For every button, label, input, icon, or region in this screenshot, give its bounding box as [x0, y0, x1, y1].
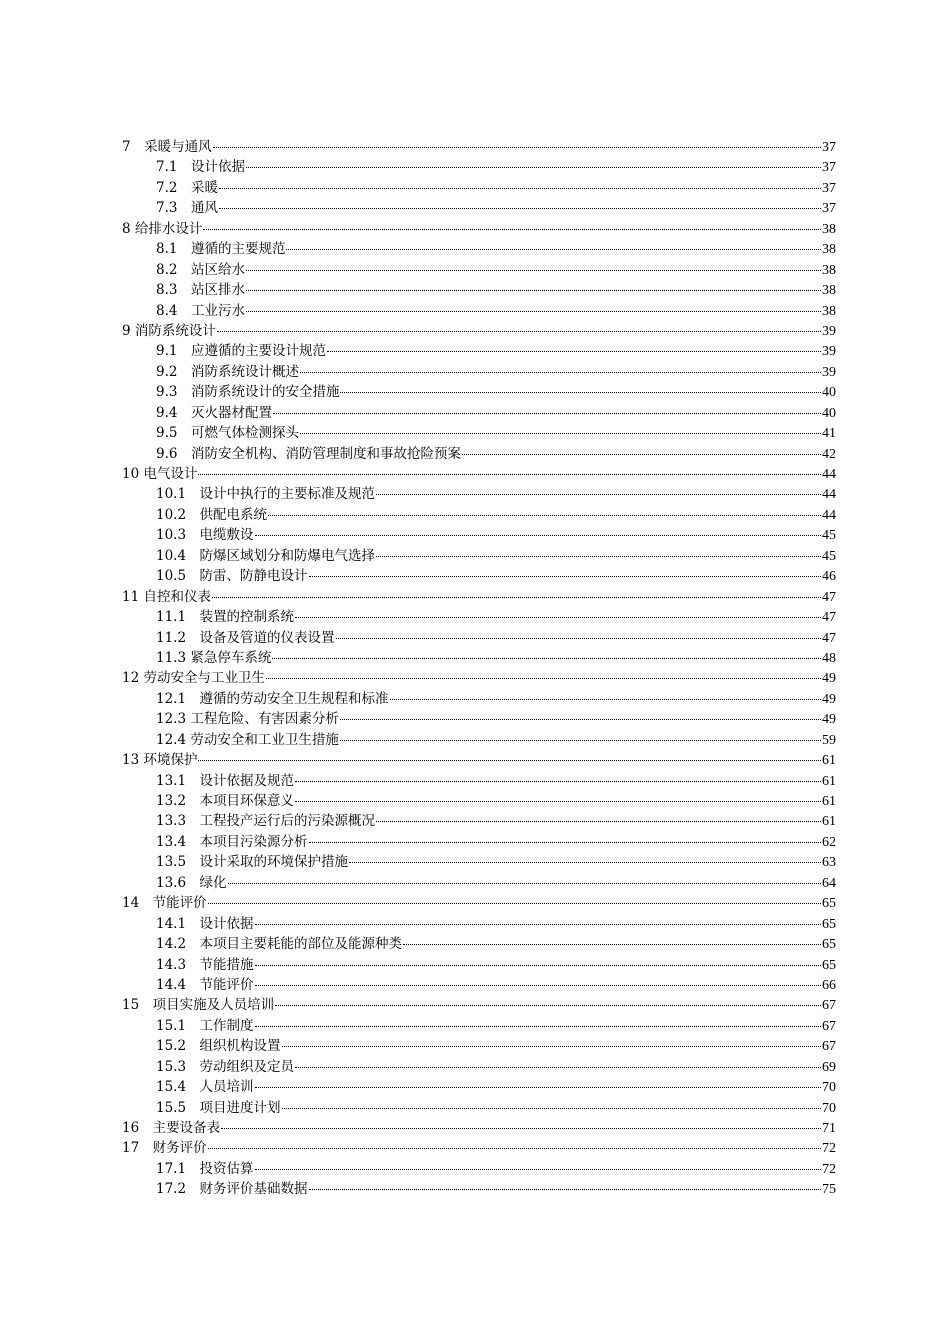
toc-section-entry[interactable]	[122, 873, 836, 893]
toc-page-number: 71	[822, 1121, 836, 1136]
toc-dot-leader	[340, 392, 821, 393]
toc-entry-title: 13.2 本项目环保意义	[156, 793, 295, 809]
toc-entry-title: 9.5 可燃气体检测探头	[156, 425, 299, 442]
toc-entry-title: 15.2 组织机构设置	[156, 1038, 281, 1055]
toc-entry-title: 12.1 遵循的劳动安全卫生规程和标准	[156, 690, 389, 707]
toc-entry-title: 8.2 站区给水	[156, 261, 245, 278]
toc-entry-title: 16 主要设备表	[122, 1120, 221, 1136]
toc-dot-leader	[300, 433, 821, 434]
toc-page-number: 61	[822, 753, 836, 769]
table-of-contents	[122, 137, 836, 1200]
toc-page-number: 66	[822, 977, 836, 993]
toc-chapter-entry[interactable]	[122, 137, 836, 157]
toc-page-number: 64	[822, 875, 836, 891]
toc-section-entry[interactable]	[122, 934, 836, 954]
toc-section-entry[interactable]	[122, 689, 836, 709]
toc-entry-title: 9.3 消防系统设计的安全措施	[156, 384, 340, 401]
toc-section-entry[interactable]	[122, 607, 836, 627]
toc-entry-title: 13 环境保护	[122, 752, 198, 769]
toc-section-entry[interactable]	[122, 832, 836, 852]
toc-dot-leader	[255, 535, 821, 536]
toc-page-number: 62	[822, 834, 836, 850]
toc-entry-title: 12 劳动安全与工业卫生	[122, 670, 265, 687]
toc-entry-title: 13.3 工程投产运行后的污染源概况	[156, 813, 376, 830]
toc-page-number: 46	[822, 569, 836, 585]
toc-page-number: 47	[822, 610, 836, 626]
toc-entry-title: 12.4 劳动安全和工业卫生措施	[156, 731, 339, 748]
toc-page-number: 38	[822, 262, 836, 278]
toc-chapter-entry[interactable]	[122, 464, 836, 484]
toc-section-entry[interactable]	[122, 1159, 836, 1179]
toc-section-entry[interactable]	[122, 709, 836, 729]
toc-dot-leader	[300, 372, 821, 373]
toc-entry-title: 9 消防系统设计	[122, 322, 216, 339]
toc-dot-leader	[203, 229, 821, 230]
toc-dot-leader	[221, 1128, 821, 1129]
toc-page-number: 39	[822, 364, 836, 380]
toc-dot-leader	[255, 1087, 821, 1088]
toc-entry-title: 11.2 设备及管道的仪表设置	[156, 629, 335, 646]
toc-page-number: 65	[822, 916, 836, 932]
toc-dot-leader	[295, 801, 821, 802]
toc-page-number: 65	[822, 937, 836, 953]
toc-page-number: 39	[822, 344, 836, 360]
toc-entry-title: 7.3 通风	[156, 200, 218, 217]
toc-section-entry[interactable]	[122, 1098, 836, 1118]
toc-page-number: 38	[822, 221, 836, 237]
toc-dot-leader	[208, 903, 821, 904]
toc-chapter-entry[interactable]	[122, 587, 836, 607]
toc-dot-leader	[219, 188, 821, 189]
toc-page-number: 37	[822, 180, 836, 196]
toc-dot-leader	[198, 760, 821, 761]
toc-entry-title: 15 项目实施及人员培训	[122, 997, 275, 1014]
toc-page-number: 49	[822, 712, 836, 728]
toc-page-number: 42	[822, 446, 836, 462]
toc-section-entry[interactable]	[122, 730, 836, 750]
toc-chapter-entry[interactable]	[122, 1118, 836, 1138]
toc-section-entry[interactable]	[122, 852, 836, 872]
toc-dot-leader	[228, 883, 821, 884]
toc-entry-title: 11.1 装置的控制系统	[156, 609, 295, 626]
toc-entry-title: 10 电气设计	[122, 466, 198, 482]
toc-entry-title: 14.2 本项目主要耗能的部位及能源种类	[156, 936, 403, 953]
toc-page-number: 65	[822, 957, 836, 973]
toc-page-number: 38	[822, 303, 836, 319]
toc-page-number: 65	[822, 896, 836, 912]
toc-page-number: 61	[822, 794, 836, 809]
toc-section-entry[interactable]	[122, 771, 836, 791]
toc-entry-title: 10.3 电缆敷设	[156, 527, 254, 544]
toc-section-entry[interactable]	[122, 566, 836, 586]
toc-page-number: 69	[822, 1059, 836, 1075]
toc-entry-title: 11 自控和仪表	[122, 588, 211, 605]
toc-entry-title: 13.5 设计采取的环境保护措施	[156, 854, 349, 871]
toc-dot-leader	[295, 1067, 821, 1068]
toc-entry-title: 14.4 节能评价	[156, 976, 254, 993]
toc-entry-title: 7.1 设计依据	[156, 159, 245, 176]
toc-page-number: 38	[822, 283, 836, 299]
toc-chapter-entry[interactable]	[122, 893, 836, 913]
toc-page-number: 61	[822, 773, 836, 789]
toc-entry-title: 7 采暖与通风	[122, 139, 212, 155]
toc-section-entry[interactable]	[122, 260, 836, 280]
toc-page-number: 72	[822, 1161, 836, 1177]
toc-page-number: 67	[822, 1018, 836, 1034]
toc-entry-title: 14 节能评价	[122, 895, 207, 912]
toc-dot-leader	[282, 1046, 821, 1047]
toc-page-number: 70	[822, 1080, 836, 1096]
toc-page-number: 72	[822, 1141, 836, 1157]
toc-entry-title: 13.1 设计依据及规范	[156, 772, 295, 789]
toc-entry-title: 13.4 本项目污染源分析	[156, 833, 308, 850]
toc-entry-title: 11.3 紧急停车系统	[156, 649, 272, 666]
toc-page-number: 61	[822, 814, 836, 830]
toc-entry-title: 15.1 工作制度	[156, 1017, 254, 1034]
toc-page-number: 75	[822, 1182, 836, 1198]
toc-section-entry[interactable]	[122, 1016, 836, 1036]
toc-section-entry[interactable]	[122, 975, 836, 995]
toc-section-entry[interactable]	[122, 198, 836, 218]
toc-chapter-entry[interactable]	[122, 219, 836, 239]
toc-section-entry[interactable]	[122, 382, 836, 402]
toc-page-number: 67	[822, 998, 836, 1014]
toc-page-number: 47	[822, 589, 836, 605]
toc-section-entry[interactable]	[122, 791, 836, 811]
toc-entry-title: 10.1 设计中执行的主要标准及规范	[156, 486, 376, 503]
toc-page-number: 48	[822, 650, 836, 666]
toc-section-entry[interactable]	[122, 1077, 836, 1097]
toc-section-entry[interactable]	[122, 1036, 836, 1056]
toc-chapter-entry[interactable]	[122, 668, 836, 688]
toc-entry-title: 12.3 工程危险、有害因素分析	[156, 711, 339, 728]
toc-section-entry[interactable]	[122, 301, 836, 321]
toc-section-entry[interactable]	[122, 239, 836, 259]
toc-dot-leader	[255, 1169, 821, 1170]
toc-entry-title: 15.3 劳动组织及定员	[156, 1058, 295, 1075]
toc-dot-leader	[309, 842, 821, 843]
toc-dot-leader	[213, 147, 821, 148]
toc-dot-leader	[217, 331, 821, 332]
toc-entry-title: 9.6 消防安全机构、消防管理制度和事故抢险预案	[156, 445, 461, 462]
toc-dot-leader	[295, 781, 821, 782]
toc-dot-leader	[198, 474, 821, 475]
toc-entry-title: 9.4 灭火器材配置	[156, 404, 272, 421]
toc-section-entry[interactable]	[122, 955, 836, 975]
toc-entry-title: 8 给排水设计	[122, 220, 203, 237]
toc-entry-title: 17 财务评价	[122, 1140, 207, 1157]
toc-section-entry[interactable]	[122, 628, 836, 648]
toc-page-number: 45	[822, 528, 836, 544]
toc-dot-leader	[376, 556, 821, 557]
toc-dot-leader	[272, 658, 821, 659]
toc-dot-leader	[336, 638, 821, 639]
toc-dot-leader	[286, 249, 821, 250]
toc-entry-title: 13.6 绿化	[156, 874, 227, 891]
toc-dot-leader	[309, 1189, 821, 1190]
toc-dot-leader	[246, 167, 821, 168]
toc-page-number: 39	[822, 323, 836, 339]
toc-page-number: 40	[822, 385, 836, 401]
toc-dot-leader	[282, 1108, 821, 1109]
toc-entry-title: 14.3 节能措施	[156, 956, 254, 973]
toc-chapter-entry[interactable]	[122, 321, 836, 341]
toc-page-number: 44	[822, 487, 836, 503]
toc-section-entry[interactable]	[122, 811, 836, 831]
toc-entry-title: 10.4 防爆区域划分和防爆电气选择	[156, 547, 376, 564]
toc-page-number: 37	[822, 160, 836, 176]
toc-page-number: 49	[822, 691, 836, 707]
toc-page-number: 44	[822, 467, 836, 482]
toc-entry-title: 8.4 工业污水	[156, 302, 245, 319]
toc-section-entry[interactable]	[122, 157, 836, 177]
toc-entry-title: 17.1 投资估算	[156, 1160, 254, 1177]
toc-dot-leader	[246, 290, 821, 291]
toc-dot-leader	[212, 597, 821, 598]
toc-section-entry[interactable]	[122, 648, 836, 668]
toc-page-number: 67	[822, 1039, 836, 1055]
toc-page-number: 44	[822, 507, 836, 523]
toc-dot-leader	[246, 270, 821, 271]
toc-dot-leader	[462, 454, 821, 455]
toc-entry-title: 10.2 供配电系统	[156, 506, 268, 523]
toc-dot-leader	[255, 965, 821, 966]
toc-dot-leader	[275, 1005, 821, 1006]
toc-section-entry[interactable]	[122, 525, 836, 545]
toc-page-number: 49	[822, 671, 836, 687]
toc-section-entry[interactable]	[122, 362, 836, 382]
toc-dot-leader	[309, 576, 821, 577]
toc-chapter-entry[interactable]	[122, 750, 836, 770]
toc-section-entry[interactable]	[122, 914, 836, 934]
toc-page-number: 40	[822, 405, 836, 421]
toc-entry-title: 8.3 站区排水	[156, 282, 245, 299]
toc-chapter-entry[interactable]	[122, 1138, 836, 1158]
toc-dot-leader	[295, 617, 821, 618]
toc-section-entry[interactable]	[122, 484, 836, 504]
toc-page-number: 38	[822, 242, 836, 258]
toc-dot-leader	[376, 494, 821, 495]
toc-entry-title: 15.4 人员培训	[156, 1079, 254, 1096]
toc-dot-leader	[340, 719, 821, 720]
toc-dot-leader	[340, 740, 821, 741]
toc-entry-title: 17.2 财务评价基础数据	[156, 1181, 308, 1198]
toc-section-entry[interactable]	[122, 1057, 836, 1077]
toc-page-number: 45	[822, 548, 836, 564]
toc-dot-leader	[376, 821, 821, 822]
toc-entry-title: 14.1 设计依据	[156, 915, 254, 932]
toc-page-number: 37	[822, 140, 836, 155]
toc-dot-leader	[349, 862, 821, 863]
toc-dot-leader	[268, 515, 821, 516]
toc-dot-leader	[327, 351, 821, 352]
toc-dot-leader	[403, 944, 821, 945]
toc-page-number: 70	[822, 1100, 836, 1116]
toc-dot-leader	[255, 924, 821, 925]
toc-dot-leader	[208, 1148, 821, 1149]
toc-section-entry[interactable]	[122, 444, 836, 464]
toc-section-entry[interactable]	[122, 403, 836, 423]
toc-entry-title: 9.1 应遵循的主要设计规范	[156, 343, 326, 360]
toc-dot-leader	[255, 985, 821, 986]
toc-entry-title: 7.2 采暖	[156, 179, 218, 196]
toc-dot-leader	[246, 311, 821, 312]
toc-section-entry[interactable]	[122, 1179, 836, 1199]
toc-dot-leader	[255, 1026, 821, 1027]
toc-section-entry[interactable]	[122, 546, 836, 566]
toc-dot-leader	[390, 699, 821, 700]
toc-section-entry[interactable]	[122, 178, 836, 198]
toc-section-entry[interactable]	[122, 423, 836, 443]
toc-chapter-entry[interactable]	[122, 995, 836, 1015]
toc-dot-leader	[266, 678, 821, 679]
toc-section-entry[interactable]	[122, 341, 836, 361]
toc-section-entry[interactable]	[122, 280, 836, 300]
toc-page-number: 37	[822, 201, 836, 217]
toc-page-number: 63	[822, 855, 836, 871]
toc-section-entry[interactable]	[122, 505, 836, 525]
toc-page-number: 41	[822, 426, 836, 442]
toc-dot-leader	[219, 208, 821, 209]
toc-entry-title: 15.5 项目进度计划	[156, 1099, 281, 1116]
toc-page-number: 47	[822, 630, 836, 646]
toc-page-number: 59	[822, 732, 836, 748]
toc-entry-title: 10.5 防雷、防静电设计	[156, 568, 308, 585]
toc-entry-title: 9.2 消防系统设计概述	[156, 363, 299, 380]
toc-dot-leader	[273, 413, 821, 414]
toc-entry-title: 8.1 遵循的主要规范	[156, 241, 286, 258]
